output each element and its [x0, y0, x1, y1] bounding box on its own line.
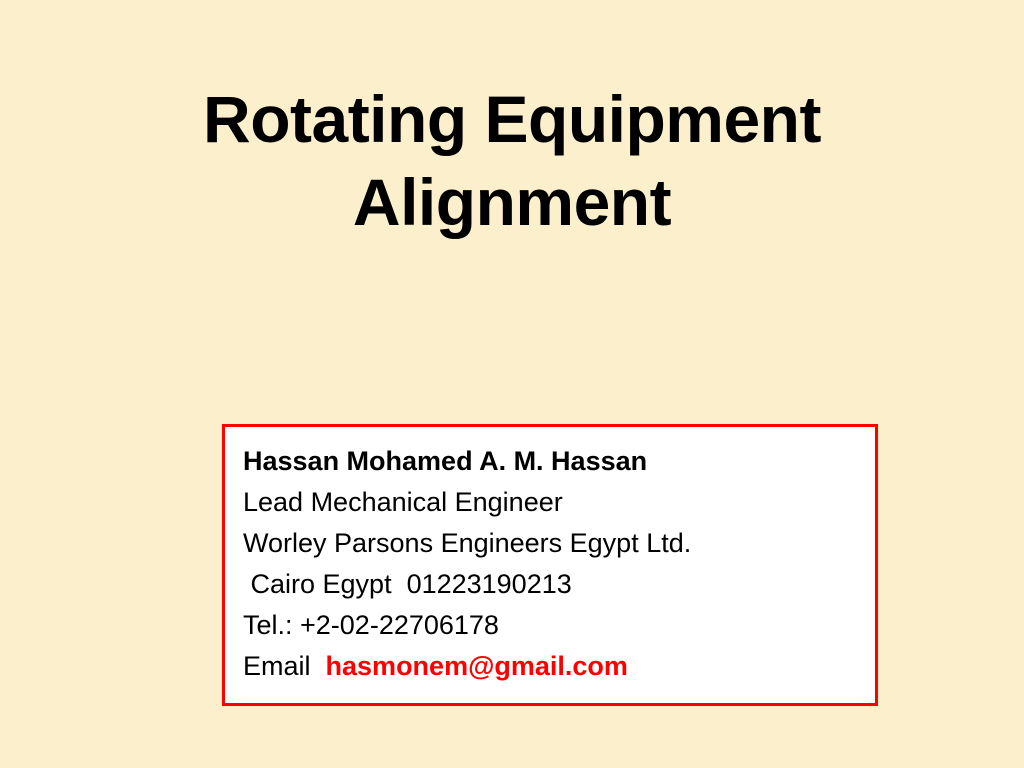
contact-telephone: Tel.: +2-02-22706178 — [243, 610, 499, 641]
contact-name: Hassan Mohamed A. M. Hassan — [243, 446, 648, 476]
contact-location-phone: Cairo Egypt 01223190213 — [243, 569, 572, 600]
contact-email-address[interactable]: hasmonem@gmail.com — [325, 651, 628, 682]
contact-job-title: Lead Mechanical Engineer — [243, 487, 563, 518]
contact-email-row — [243, 646, 857, 687]
contact-company: Worley Parsons Engineers Egypt Ltd. — [243, 528, 692, 559]
page-title: Rotating Equipment Alignment — [203, 82, 821, 239]
contact-email-label: Email — [243, 651, 326, 682]
contact-info-box — [222, 424, 878, 706]
